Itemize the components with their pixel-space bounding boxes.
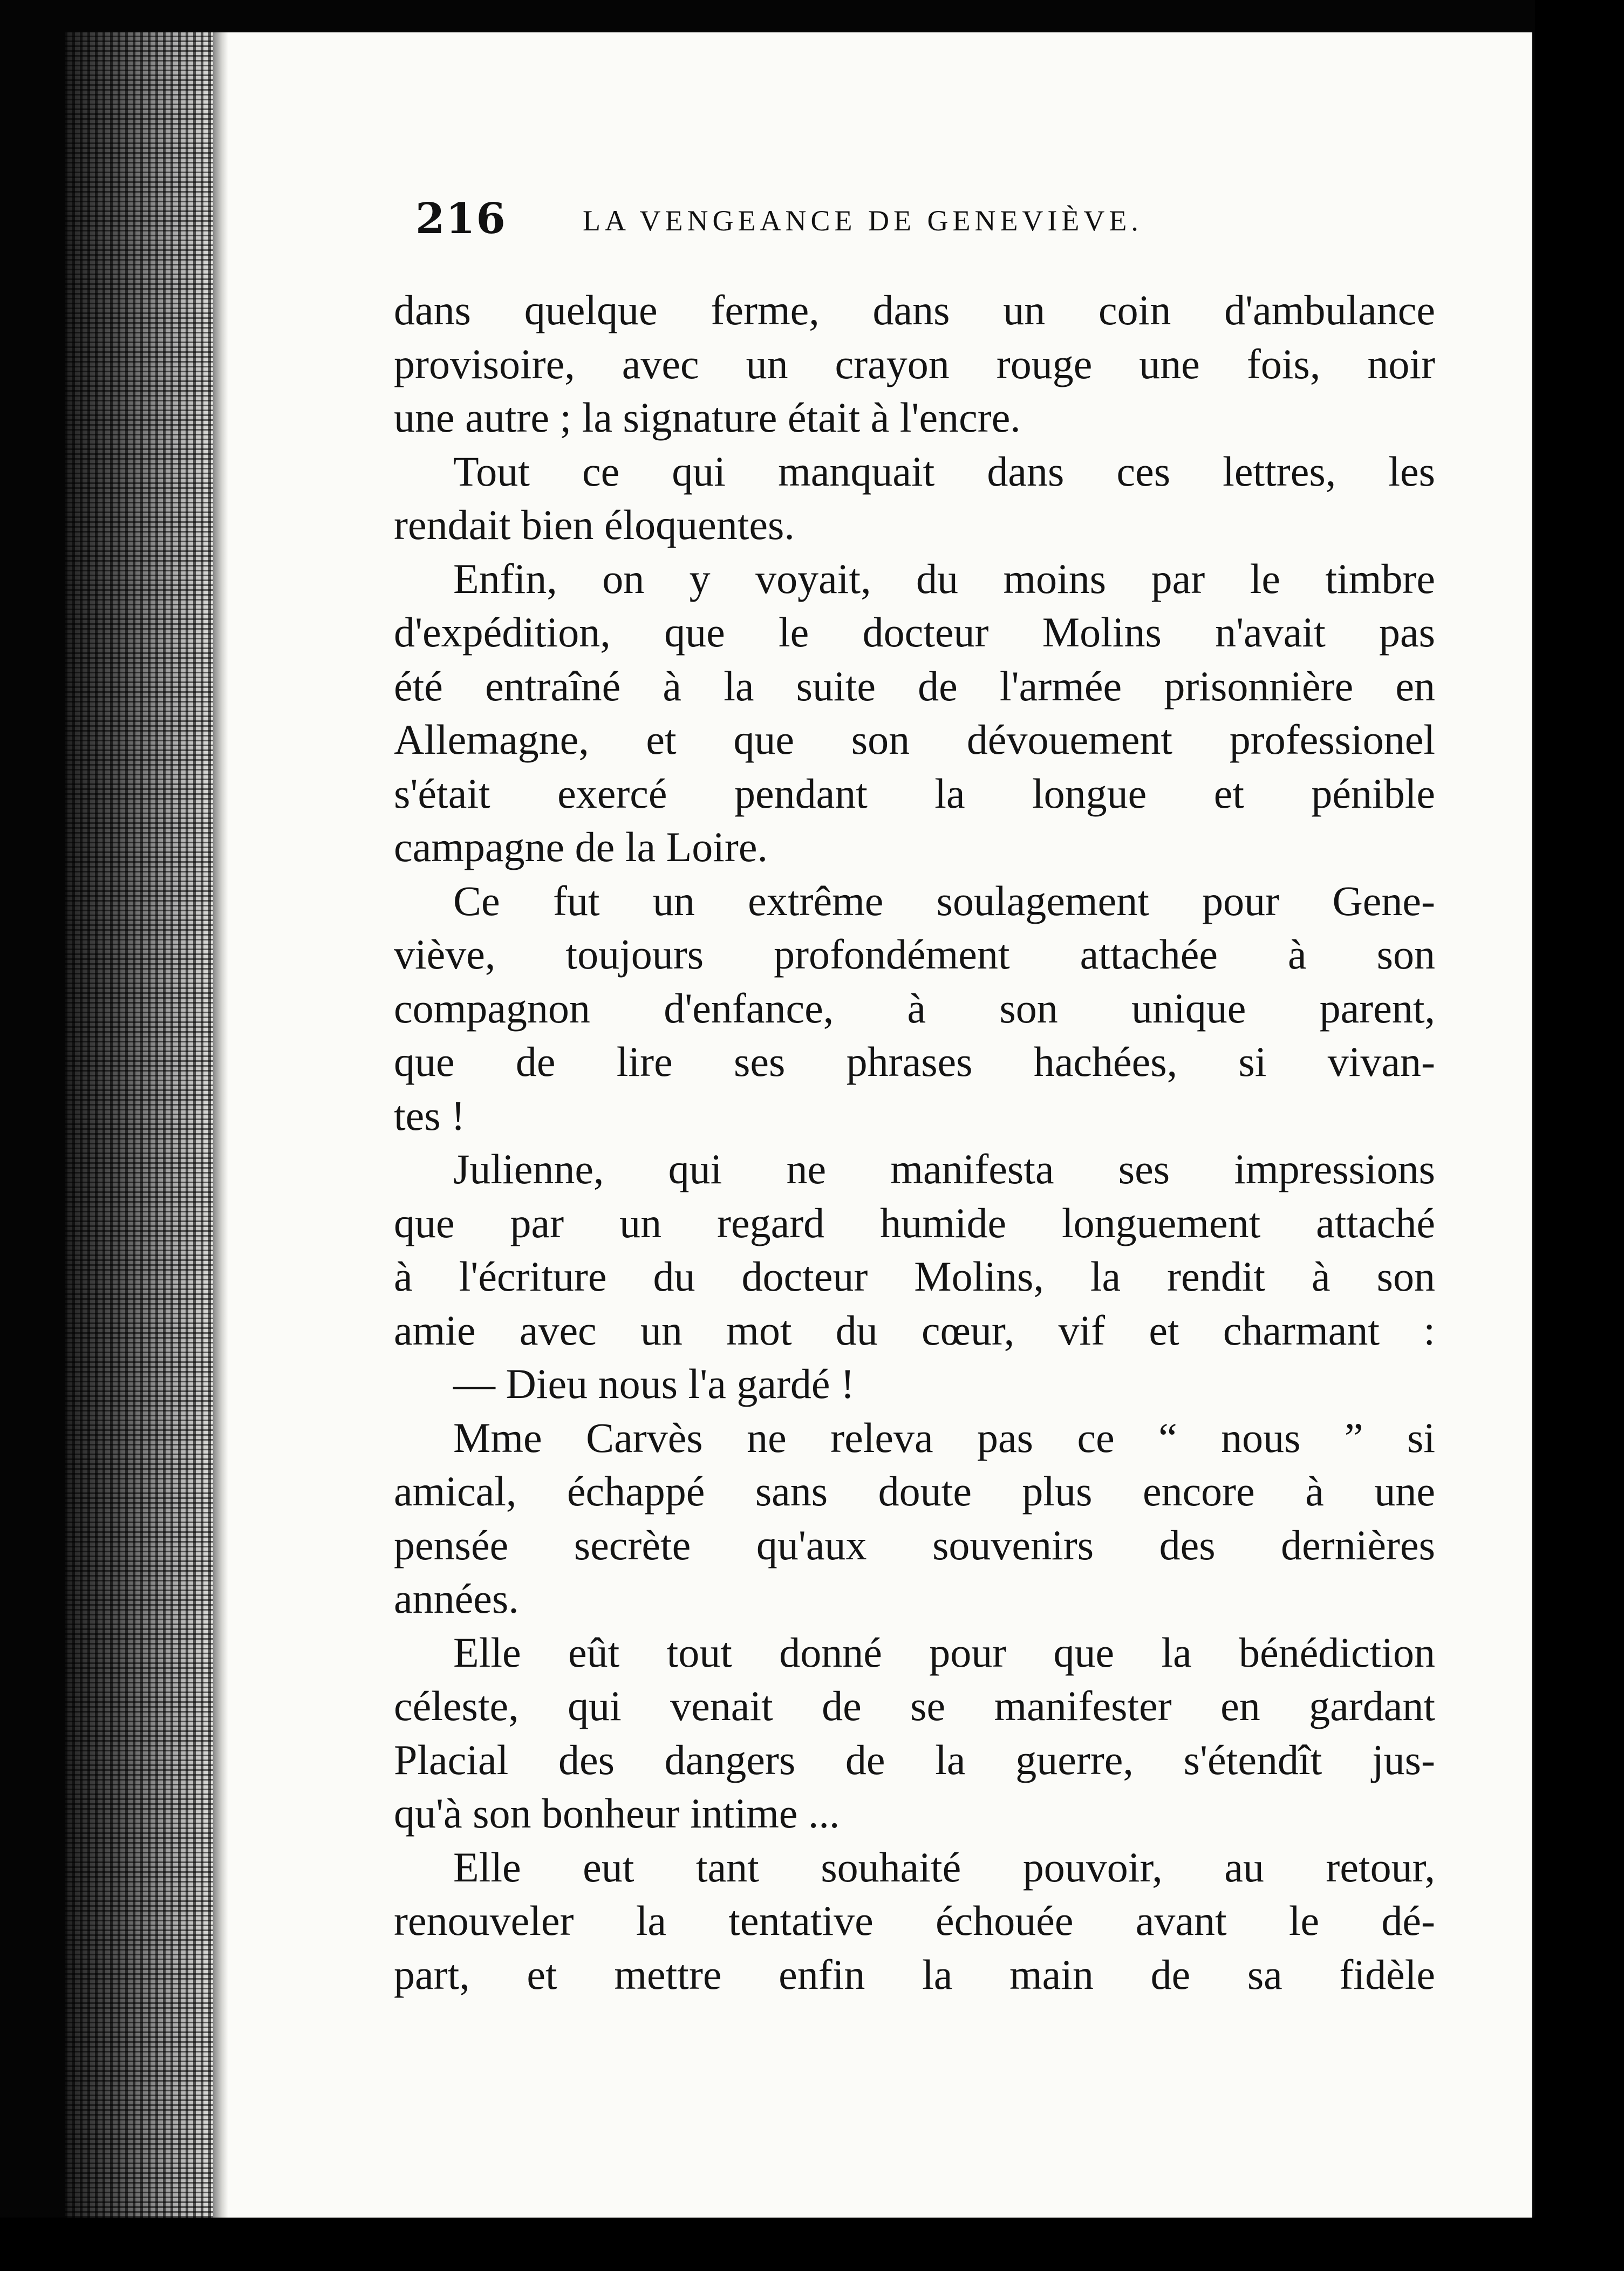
page-gutter-shadow xyxy=(65,32,221,2218)
text-line: rendait bien éloquentes. xyxy=(394,501,795,548)
scan-right-border xyxy=(1535,0,1624,2271)
text-line: s'était exercé pendant la longue et pénible xyxy=(394,769,1435,817)
text-line: amical, échappé sans doute plus encore à une xyxy=(394,1468,1435,1515)
page-number: 216 xyxy=(415,194,507,243)
text-line: part, et mettre enfin la main de sa fidèle xyxy=(394,1951,1435,1998)
text-line: Enfin, on y voyait, du moins par le timbre xyxy=(453,555,1435,602)
text-line: renouveler la tentative échouée avant le dé- xyxy=(394,1897,1435,1944)
text-line: dans quelque ferme, dans un coin d'ambulance xyxy=(394,287,1435,333)
text-line: à l'écriture du docteur Molins, la rendit à son xyxy=(394,1253,1435,1300)
text-line: viève, toujours profondément attachée à son xyxy=(394,931,1435,978)
page-header xyxy=(415,194,1306,254)
text-line: Tout ce qui manquait dans ces lettres, les xyxy=(453,447,1435,495)
text-line: — Dieu nous l'a gardé ! xyxy=(453,1360,855,1407)
text-line: campagne de la Loire. xyxy=(394,823,768,870)
running-title: LA VENGEANCE DE GENEVIÈVE. xyxy=(583,204,1143,237)
text-line: pensée secrète qu'aux souvenirs des dernières xyxy=(394,1521,1435,1568)
text-line: Placial des dangers de la guerre, s'étendît jus- xyxy=(394,1736,1435,1783)
scan-bottom-border xyxy=(0,2218,1624,2271)
text-line: Allemagne, et que son dévouement professionel xyxy=(394,716,1435,763)
text-line: que par un regard humide longuement attaché xyxy=(394,1199,1435,1246)
text-line: céleste, qui venait de se manifester en gardant xyxy=(394,1682,1435,1729)
text-line: provisoire, avec un crayon rouge une fois, noir xyxy=(394,340,1435,387)
body-text xyxy=(394,283,1435,2001)
text-line: Elle eût tout donné pour que la bénédiction xyxy=(453,1628,1435,1676)
text-line: été entraîné à la suite de l'armée prisonnière en xyxy=(394,662,1435,710)
text-line: une autre ; la signature était à l'encre. xyxy=(394,394,1021,441)
text-line: Ce fut un extrême soulagement pour Gene- xyxy=(453,877,1435,924)
text-line: compagnon d'enfance, à son unique parent, xyxy=(394,984,1435,1032)
text-line: Julienne, qui ne manifesta ses impressions xyxy=(453,1145,1435,1192)
text-line: Elle eut tant souhaité pouvoir, au retour, xyxy=(453,1843,1435,1891)
text-line: années. xyxy=(394,1575,519,1622)
text-line: Mme Carvès ne releva pas ce “ nous ” si xyxy=(453,1414,1435,1461)
text-line: que de lire ses phrases hachées, si vivan- xyxy=(394,1038,1435,1085)
gutter-edge xyxy=(213,32,228,2218)
text-line: amie avec un mot du cœur, vif et charmant : xyxy=(394,1306,1435,1354)
text-line: d'expédition, que le docteur Molins n'avait pas xyxy=(394,609,1435,656)
text-line: tes ! xyxy=(394,1092,466,1139)
text-line: qu'à son bonheur intime ... xyxy=(394,1790,840,1837)
